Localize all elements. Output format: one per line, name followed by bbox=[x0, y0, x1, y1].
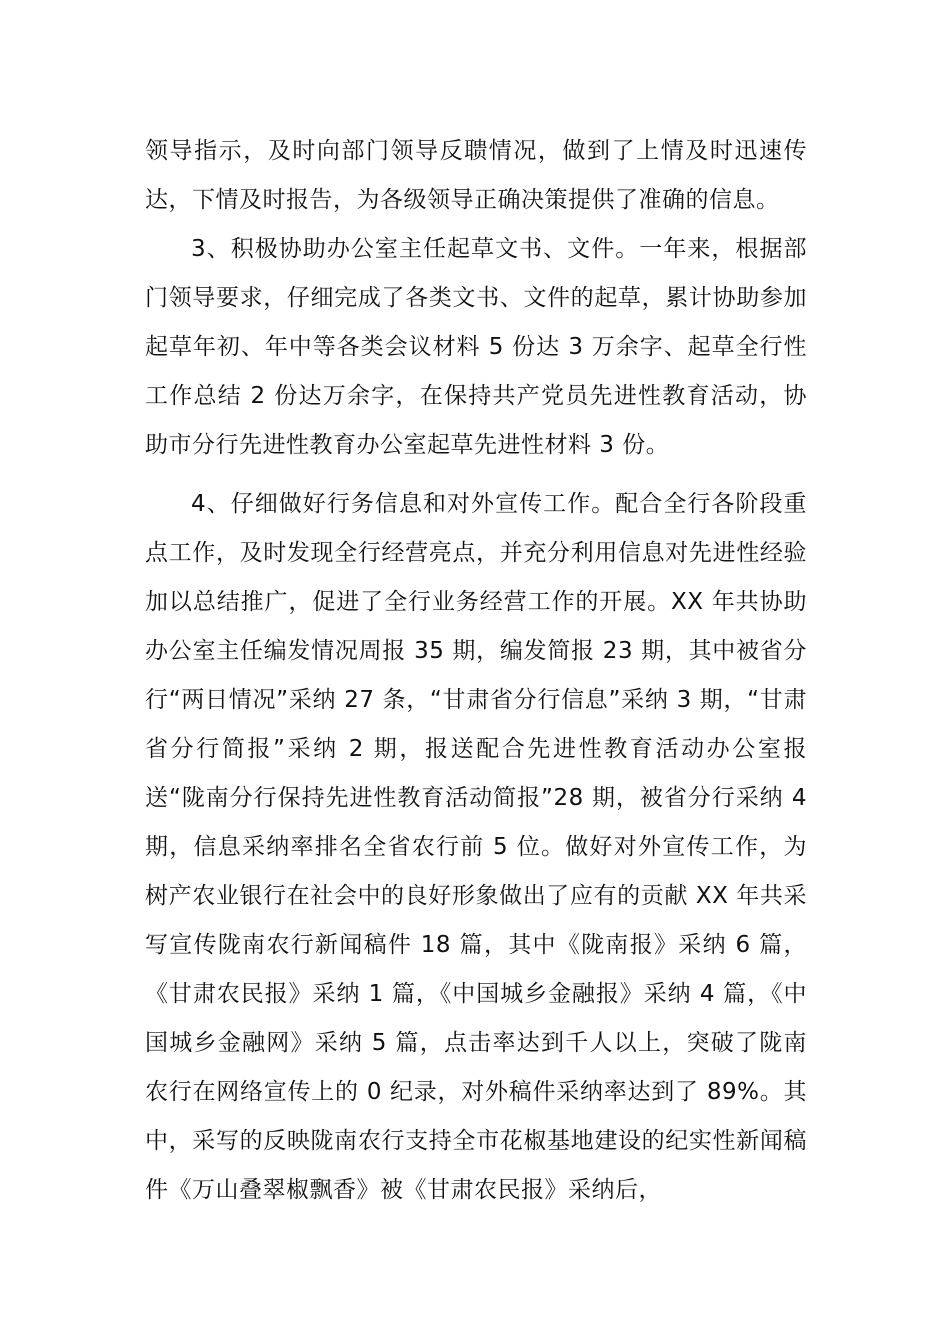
document-body bbox=[145, 127, 807, 1215]
paragraph-item-3: 3、积极协助办公室主任起草文书、文件。一年来，根据部门领导要求，仔细完成了各类文书、文件的起草，累计协助参加起草年初、年中等各类会议材料 5 份达 3 万余字、起草全行性工作总结 2 份达万余字，在保持共产党员先进性教育活动，协助市分行先进性教育办公室起草先进性材料 3 份。 bbox=[145, 236, 807, 458]
paragraph-item-4: 4、仔细做好行务信息和对外宣传工作。配合全行各阶段重点工作，及时发现全行经营亮点，并充分利用信息对先进性经验加以总结推广，促进了全行业务经营工作的开展。XX 年共协助办公室主任编发情况周报 35 期，编发简报 23 期，其中被省分行“两日情况”采纳 27 条，“甘肃省分行信息”采纳 3 期，“甘肃省分行简报”采纳 2 期，报送配合先进性教育活动办公室报送“陇南分行保持先进性教育活动简报”28 期，被省分行采纳 4 期，信息采纳率排名全省农行前 5 位。做好对外宣传工作，为树产农业银行在社会中的良好形象做出了应有的贡献 XX 年共采写宣传陇南农行新闻稿件 18 篇，其中《陇南报》采纳 6 篇，《甘肃农民报》采纳 1 篇，《中国城乡金融报》采纳 4 篇，《中国城乡金融网》采纳 5 篇，点击率达到千人以上，突破了陇南农行在网络宣传上的 0 纪录，对外稿件采纳率达到了 89%。其中，采写的反映陇南农行支持全市花椒基地建设的纪实性新闻稿件《万山叠翠椒飘香》被《甘肃农民报》采纳后， bbox=[145, 491, 807, 1203]
paragraph-gap bbox=[145, 470, 807, 480]
paragraph-continuation: 领导指示，及时向部门领导反聩情况，做到了上情及时迅速传达，下情及时报告，为各级领导正确决策提供了准确的信息。 bbox=[145, 138, 807, 213]
